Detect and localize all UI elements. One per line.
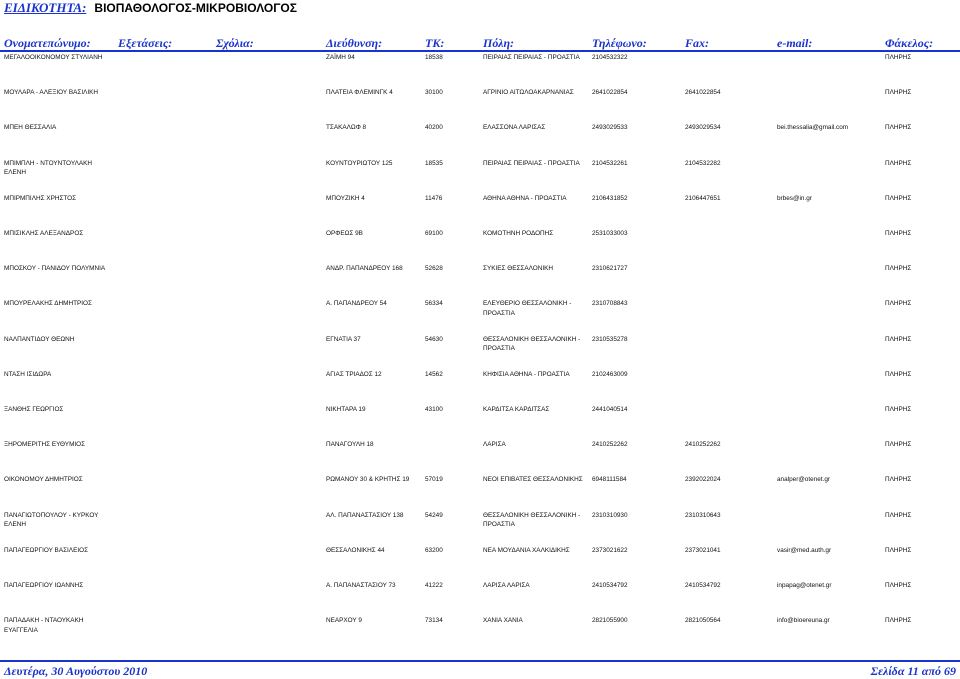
cell-fax: 2410252262: [685, 441, 721, 449]
cell-email: inpapag@otenet.gr: [777, 582, 832, 589]
cell-name: ΠΑΠΑΔΑΚΗ - ΝΤΑΟΥΚΑΚΗ ΕΥΑΓΓΕΛΙΑ: [4, 617, 84, 634]
cell-phone: 2104532322: [592, 54, 628, 61]
cell-fax: 2641022854: [685, 89, 721, 97]
cell-phone: 2441040514: [592, 406, 628, 413]
cell-name: ΜΠΙΣΙΚΛΗΣ ΑΛΕΞΑΝΔΡΟΣ: [4, 230, 84, 237]
cell-fax: 2106447651: [685, 194, 721, 202]
cell-tk: 18538: [425, 54, 443, 61]
cell-address: ΖΑΪΜΗ 94: [326, 54, 355, 61]
cell-name: ΜΠΙΡΜΠΙΛΗΣ ΧΡΗΣΤΟΣ: [4, 194, 77, 202]
cell-name: ΝΑΛΠΑΝΤΙΔΟΥ ΘΕΩΝΗ: [4, 335, 75, 343]
cell-tk: 41222: [425, 582, 443, 589]
cell-email: bei.thessalia@gmail.com: [777, 124, 849, 132]
specialty-label: ΕΙΔΙΚΟΤΗΤΑ:: [4, 0, 87, 15]
cell-city: ΝΕΑ ΜΟΥΔΑΝΙΑ ΧΑΛΚΙΔΙΚΗΣ: [483, 546, 570, 554]
specialty-value: ΒΙΟΠΑΘΟΛΟΓΟΣ-ΜΙΚΡΟΒΙΟΛΟΓΟΣ: [94, 1, 297, 15]
cell-folder: ΠΛΗΡΗΣ: [885, 617, 912, 625]
cell-email: brbes@in.gr: [777, 194, 812, 202]
cell-tk: 30100: [425, 89, 443, 97]
cell-phone: 2106431852: [592, 194, 628, 202]
cell-fax: 2310310643: [685, 511, 721, 519]
cell-city: ΘΕΣΣΑΛΟΝΙΚΗ ΘΕΣΣΑΛΟΝΙΚΗ - ΠΡΟΑΣΤΙΑ: [483, 511, 581, 529]
cell-phone: 2821055900: [592, 617, 628, 625]
cell-city: ΚΗΦΙΣΙΑ ΑΘΗΝΑ - ΠΡΟΑΣΤΙΑ: [483, 370, 570, 378]
cell-phone: 2531033003: [592, 230, 628, 237]
cell-email: info@bioereuna.gr: [777, 617, 830, 625]
cell-address: ΑΓΙΑΣ ΤΡΙΑΔΟΣ 12: [326, 370, 382, 378]
cell-address: ΘΕΣΣΑΛΟΝΙΚΗΣ 44: [326, 546, 385, 554]
cell-fax: 2104532282: [685, 159, 721, 167]
cell-address: ΡΩΜΑΝΟΥ 30 & ΚΡΗΤΗΣ 19: [326, 476, 410, 484]
col-header-address: Διεύθυνση:: [326, 36, 383, 50]
cell-folder: ΠΛΗΡΗΣ: [885, 335, 912, 343]
cell-address: ΠΛΑΤΕΙΑ ΦΛΕΜΙΝΓΚ 4: [326, 89, 393, 97]
col-header-folder: Φάκελος:: [885, 36, 934, 50]
cell-phone: 6948111584: [592, 476, 627, 484]
cell-city: ΠΕΙΡΑΙΑΣ ΠΕΙΡΑΙΑΣ - ΠΡΟΑΣΤΙΑ: [483, 54, 580, 61]
cell-name: ΜΠΟΥΡΕΛΑΚΗΣ ΔΗΜΗΤΡΙΟΣ: [4, 300, 92, 308]
cell-fax: 2410534792: [685, 582, 721, 589]
col-header-name: Ονοματεπώνυμο:: [4, 36, 91, 50]
cell-tk: 43100: [425, 406, 443, 413]
cell-tk: 57019: [425, 476, 443, 484]
cell-phone: 2310621727: [592, 265, 628, 273]
col-header-comments: Σχόλια:: [216, 36, 254, 50]
cell-city: ΚΑΡΔΙΤΣΑ ΚΑΡΔΙΤΣΑΣ: [483, 406, 550, 413]
cell-tk: 52628: [425, 265, 443, 273]
cell-tk: 14562: [425, 370, 443, 378]
cell-city: ΑΘΗΝΑ ΑΘΗΝΑ - ΠΡΟΑΣΤΙΑ: [483, 194, 567, 202]
cell-folder: ΠΛΗΡΗΣ: [885, 406, 912, 413]
cell-phone: 2493029533: [592, 124, 628, 132]
cell-tk: 73134: [425, 617, 443, 625]
cell-folder: ΠΛΗΡΗΣ: [885, 476, 912, 484]
cell-city: ΣΥΚΙΕΣ ΘΕΣΣΑΛΟΝΙΚΗ: [483, 265, 554, 273]
cell-fax: 2373021041: [685, 546, 721, 554]
cell-name: ΠΑΠΑΓΕΩΡΓΙΟΥ ΒΑΣΙΛΕΙΟΣ: [4, 546, 89, 554]
cell-folder: ΠΛΗΡΗΣ: [885, 54, 912, 61]
cell-address: ΤΣΑΚΑΛΩΦ 8: [326, 124, 367, 132]
cell-folder: ΠΛΗΡΗΣ: [885, 546, 912, 554]
cell-city: ΛΑΡΙΣΑ ΛΑΡΙΣΑ: [483, 582, 530, 589]
cell-name: ΟΙΚΟΝΟΜΟΥ ΔΗΜΗΤΡΙΟΣ: [4, 476, 83, 484]
cell-name: ΜΠΟΣΚΟΥ - ΠΑΝΙΔΟΥ ΠΟΛΥΜΝΙΑ: [4, 265, 106, 273]
col-header-tk: ΤΚ:: [425, 36, 445, 50]
cell-address: Α. ΠΑΠΑΝΔΡΕΟΥ 54: [326, 300, 387, 308]
cell-fax: 2493029534: [685, 124, 721, 132]
cell-address: ΠΑΝΑΓΟΥΛΗ 18: [326, 441, 374, 449]
cell-city: ΠΕΙΡΑΙΑΣ ΠΕΙΡΑΙΑΣ - ΠΡΟΑΣΤΙΑ: [483, 159, 580, 167]
cell-city: ΕΛΕΥΘΕΡΙΟ ΘΕΣΣΑΛΟΝΙΚΗ - ΠΡΟΑΣΤΙΑ: [483, 300, 572, 317]
cell-address: ΑΛ. ΠΑΠΑΝΑΣΤΑΣΙΟΥ 138: [326, 511, 404, 519]
cell-phone: 2102463009: [592, 370, 628, 378]
cell-city: ΝΕΟΙ ΕΠΙΒΑΤΕΣ ΘΕΣΣΑΛΟΝΙΚΗΣ: [483, 476, 583, 484]
col-header-email: e-mail:: [777, 36, 813, 50]
page-header: [4, 0, 297, 14]
cell-phone: 2310708843: [592, 300, 628, 308]
cell-fax: 2821050564: [685, 617, 721, 625]
cell-name: ΜΟΥΛΑΡΑ - ΑΛΕΞΙΟΥ ΒΑΣΙΛΙΚΗ: [4, 89, 99, 97]
cell-tk: 54630: [425, 335, 443, 343]
cell-city: ΘΕΣΣΑΛΟΝΙΚΗ ΘΕΣΣΑΛΟΝΙΚΗ - ΠΡΟΑΣΤΙΑ: [483, 335, 581, 353]
cell-folder: ΠΛΗΡΗΣ: [885, 300, 912, 308]
cell-tk: 18535: [425, 159, 443, 167]
cell-email: vasir@med.auth.gr: [777, 546, 832, 554]
cell-name: ΜΠΕΗ ΘΕΣΣΑΛΙΑ: [4, 124, 57, 132]
cell-phone: 2373021622: [592, 546, 628, 554]
cell-city: ΚΟΜΟΤΗΝΗ ΡΟΔΟΠΗΣ: [483, 230, 554, 237]
cell-fax: 2392022024: [685, 476, 721, 484]
cell-folder: ΠΛΗΡΗΣ: [885, 194, 912, 202]
footer-divider: [0, 660, 960, 662]
cell-phone: 2410252262: [592, 441, 628, 449]
cell-address: ΕΓΝΑΤΙΑ 37: [326, 335, 361, 343]
cell-folder: ΠΛΗΡΗΣ: [885, 370, 912, 378]
cell-folder: ΠΛΗΡΗΣ: [885, 124, 912, 132]
cell-tk: 63200: [425, 546, 443, 554]
cell-tk: 40200: [425, 124, 443, 132]
header-divider: [0, 50, 960, 52]
cell-folder: ΠΛΗΡΗΣ: [885, 441, 912, 449]
cell-folder: ΠΛΗΡΗΣ: [885, 265, 912, 273]
cell-address: ΝΕΑΡΧΟΥ 9: [326, 617, 362, 625]
cell-tk: 54249: [425, 511, 443, 519]
cell-tk: 69100: [425, 230, 443, 237]
cell-folder: ΠΛΗΡΗΣ: [885, 230, 912, 237]
cell-name: ΠΑΠΑΓΕΩΡΓΙΟΥ ΙΩΑΝΝΗΣ: [4, 582, 84, 589]
cell-folder: ΠΛΗΡΗΣ: [885, 89, 912, 97]
footer-date: Δευτέρα, 30 Αυγούστου 2010: [4, 664, 148, 678]
cell-address: Α. ΠΑΠΑΝΑΣΤΑΣΙΟΥ 73: [326, 582, 396, 589]
col-header-city: Πόλη:: [483, 36, 515, 50]
col-header-exams: Εξετάσεις:: [118, 36, 173, 50]
cell-city: ΕΛΑΣΣΟΝΑ ΛΑΡΙΣΑΣ: [483, 124, 546, 132]
cell-phone: 2641022854: [592, 89, 628, 97]
cell-name: ΞΗΡΟΜΕΡΙΤΗΣ ΕΥΘΥΜΙΟΣ: [4, 441, 86, 449]
cell-folder: ΠΛΗΡΗΣ: [885, 159, 912, 167]
cell-city: ΛΑΡΙΣΑ: [483, 441, 506, 449]
cell-email: analper@otenet.gr: [777, 476, 831, 484]
cell-folder: ΠΛΗΡΗΣ: [885, 582, 912, 589]
cell-tk: 56334: [425, 300, 443, 308]
col-header-fax: Fax:: [685, 36, 709, 50]
cell-phone: 2310310930: [592, 511, 628, 519]
cell-name: ΜΠΙΜΠΛΗ - ΝΤΟΥΝΤΟΥΛΑΚΗ ΕΛΕΝΗ: [4, 159, 93, 177]
cell-phone: 2310535278: [592, 335, 628, 343]
cell-phone: 2104532261: [592, 159, 628, 167]
cell-folder: ΠΛΗΡΗΣ: [885, 511, 912, 519]
footer-page-number: Σελίδα 11 από 69: [870, 664, 956, 678]
cell-name: ΠΑΝΑΓΙΩΤΟΠΟΥΛΟΥ - ΚΥΡΚΟΥ ΕΛΕΝΗ: [4, 511, 99, 529]
cell-address: ΟΡΦΕΩΣ 9Β: [326, 230, 363, 237]
cell-address: ΜΠΟΥΖΙΚΗ 4: [326, 194, 365, 202]
cell-city: ΧΑΝΙΑ ΧΑΝΙΑ: [483, 617, 523, 625]
cell-phone: 2410534792: [592, 582, 628, 589]
col-header-phone: Τηλέφωνο:: [592, 36, 647, 50]
cell-tk: 11476: [425, 194, 443, 202]
cell-address: ΑΝΔΡ. ΠΑΠΑΝΔΡΕΟΥ 168: [326, 265, 403, 273]
cell-name: ΞΑΝΘΗΣ ΓΕΩΡΓΙΟΣ: [4, 406, 64, 413]
cell-city: ΑΓΡΙΝΙΟ ΑΙΤΩΛΟΑΚΑΡΝΑΝΙΑΣ: [483, 89, 574, 97]
cell-address: ΝΙΚΗΤΑΡΑ 19: [326, 406, 366, 413]
cell-name: ΜΕΓΑΛΟΟΙΚΟΝΟΜΟΥ ΣΤΥΛΙΑΝΗ: [4, 54, 103, 61]
cell-address: ΚΟΥΝΤΟΥΡΙΩΤΟΥ 125: [326, 159, 393, 167]
cell-name: ΝΤΑΣΗ ΙΣΙΔΩΡΑ: [4, 370, 52, 378]
